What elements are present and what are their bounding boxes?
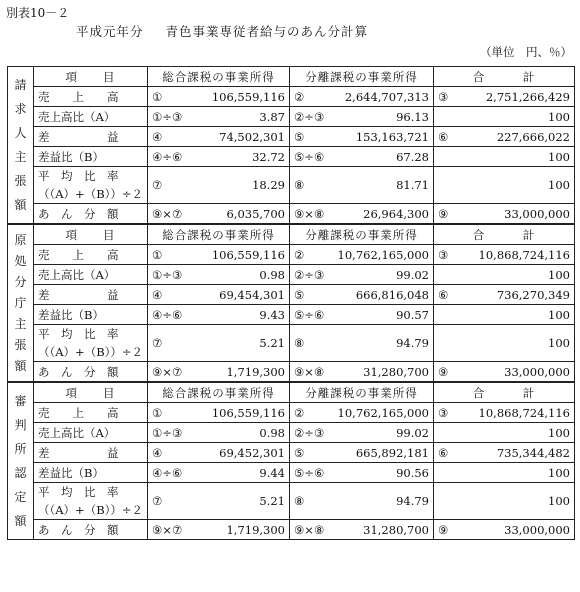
formula-mark: ③ xyxy=(438,89,449,104)
cell-value: 1,719,300 xyxy=(226,364,285,379)
formula-mark: ⑥ xyxy=(438,129,449,144)
cell-value: 100 xyxy=(548,178,570,192)
cell-value: 74,502,301 xyxy=(219,129,285,144)
header-col1: 総合課税の事業所得 xyxy=(148,382,290,403)
formula-mark: ② xyxy=(294,405,305,420)
table-row-allocation xyxy=(8,204,575,225)
header-item: 項 目 xyxy=(34,67,148,87)
row-label: 差 益 xyxy=(34,285,148,305)
value-cell xyxy=(434,483,575,520)
value-cell xyxy=(148,423,290,443)
formula-mark: ②÷③ xyxy=(294,425,325,440)
formula-mark: ② xyxy=(294,247,305,262)
cell-value: 90.57 xyxy=(396,307,429,322)
row-label-line: 平 均 比 率 xyxy=(38,327,119,341)
cell-value: 666,816,048 xyxy=(355,287,429,302)
cell-value: 69,452,301 xyxy=(219,445,285,460)
table-row-profit xyxy=(8,285,575,305)
document-label: 別表10－２ xyxy=(6,6,70,20)
section-side-label xyxy=(8,67,34,225)
value-cell xyxy=(434,325,575,362)
value-cell xyxy=(290,305,434,325)
formula-mark: ⑤ xyxy=(294,129,305,144)
formula-mark: ① xyxy=(152,89,163,104)
row-label: 売 上 高 xyxy=(34,403,148,423)
cell-value: 0.98 xyxy=(259,425,285,440)
row-label-line: 平 均 比 率 xyxy=(38,485,119,499)
cell-value: 5.21 xyxy=(259,494,285,508)
row-label: あ ん 分 額 xyxy=(34,204,148,225)
value-cell xyxy=(290,127,434,147)
formula-mark: ⑨×⑧ xyxy=(294,206,325,221)
formula-mark: ⑧ xyxy=(294,494,305,508)
side-char: 人 xyxy=(14,126,27,140)
value-cell xyxy=(434,285,575,305)
header-col2: 分離課税の事業所得 xyxy=(290,67,434,87)
side-char: 額 xyxy=(14,198,27,212)
cell-value: 33,000,000 xyxy=(504,522,570,537)
side-char: 審 xyxy=(14,394,27,408)
formula-mark: ⑤÷⑥ xyxy=(294,307,325,322)
header-item: 項 目 xyxy=(34,224,148,245)
cell-value: 100 xyxy=(548,336,570,350)
cell-value: 31,280,700 xyxy=(363,522,429,537)
value-cell xyxy=(290,443,434,463)
value-cell xyxy=(290,483,434,520)
table-row-avg_ratio xyxy=(8,325,575,362)
row-label xyxy=(34,325,148,362)
formula-mark: ④ xyxy=(152,287,163,302)
formula-mark: ① xyxy=(152,247,163,262)
cell-value: 99.02 xyxy=(396,267,429,282)
value-cell xyxy=(148,107,290,127)
value-cell xyxy=(290,107,434,127)
row-label-line: （（A）+（B））÷２ xyxy=(38,503,144,517)
cell-value: 1,719,300 xyxy=(226,522,285,537)
value-cell xyxy=(148,285,290,305)
cell-value: 94.79 xyxy=(396,494,429,508)
row-label: 売上高比（A） xyxy=(34,265,148,285)
formula-mark: ⑧ xyxy=(294,178,305,192)
side-char: 額 xyxy=(14,514,27,528)
formula-mark: ①÷③ xyxy=(152,267,183,282)
value-cell xyxy=(148,265,290,285)
allocation-table xyxy=(7,66,575,540)
row-label: 売上高比（A） xyxy=(34,423,148,443)
value-cell xyxy=(434,147,575,167)
side-char: 判 xyxy=(14,418,27,432)
cell-value: 69,454,301 xyxy=(219,287,285,302)
table-row-sales xyxy=(8,403,575,423)
table-row-profit xyxy=(8,127,575,147)
table-row-avg_ratio xyxy=(8,483,575,520)
value-cell xyxy=(148,147,290,167)
row-label-line: （（A）+（B））÷２ xyxy=(38,345,144,359)
cell-value: 106,559,116 xyxy=(211,247,285,262)
formula-mark: ⑨×⑦ xyxy=(152,364,183,379)
side-char: 原 xyxy=(14,232,27,247)
value-cell xyxy=(148,403,290,423)
cell-value: 227,666,022 xyxy=(496,129,570,144)
formula-mark: ⑨ xyxy=(438,206,449,221)
header-col2: 分離課税の事業所得 xyxy=(290,224,434,245)
cell-value: 10,868,724,116 xyxy=(478,247,570,262)
value-cell xyxy=(148,204,290,225)
cell-value: 18.29 xyxy=(252,178,285,192)
value-cell xyxy=(290,403,434,423)
cell-value: 10,868,724,116 xyxy=(478,405,570,420)
value-cell xyxy=(290,147,434,167)
side-char: 主 xyxy=(14,150,27,164)
cell-value: 153,163,721 xyxy=(355,129,429,144)
cell-value: 100 xyxy=(548,149,570,164)
row-label xyxy=(34,483,148,520)
cell-value: 0.98 xyxy=(259,267,285,282)
value-cell xyxy=(434,245,575,265)
row-label: 売 上 高 xyxy=(34,87,148,107)
value-cell xyxy=(434,443,575,463)
cell-value: 33,000,000 xyxy=(504,206,570,221)
value-cell xyxy=(434,204,575,225)
table-row-sales_ratio xyxy=(8,423,575,443)
value-cell xyxy=(290,362,434,383)
section-header-row xyxy=(8,224,575,245)
value-cell xyxy=(290,87,434,107)
header-col3: 合 計 xyxy=(434,67,575,87)
formula-mark: ④ xyxy=(152,129,163,144)
value-cell xyxy=(148,245,290,265)
row-label xyxy=(34,167,148,204)
section-header-row xyxy=(8,382,575,403)
value-cell xyxy=(434,423,575,443)
formula-mark: ⑨×⑦ xyxy=(152,206,183,221)
header-item: 項 目 xyxy=(34,382,148,403)
cell-value: 90.56 xyxy=(396,465,429,480)
cell-value: 735,344,482 xyxy=(496,445,570,460)
formula-mark: ⑤ xyxy=(294,287,305,302)
side-char: 額 xyxy=(14,358,27,373)
formula-mark: ⑨×⑦ xyxy=(152,522,183,537)
table-row-profit_ratio xyxy=(8,463,575,483)
cell-value: 100 xyxy=(548,425,570,440)
formula-mark: ⑤ xyxy=(294,445,305,460)
formula-mark: ④÷⑥ xyxy=(152,149,183,164)
row-label: 差益比（B） xyxy=(34,463,148,483)
cell-value: 100 xyxy=(548,109,570,124)
value-cell xyxy=(290,265,434,285)
formula-mark: ⑥ xyxy=(438,445,449,460)
formula-mark: ①÷③ xyxy=(152,425,183,440)
document-title xyxy=(76,22,390,40)
side-char: 主 xyxy=(14,316,27,331)
value-cell xyxy=(148,167,290,204)
table-row-sales xyxy=(8,245,575,265)
header-col2: 分離課税の事業所得 xyxy=(290,382,434,403)
cell-value: 9.43 xyxy=(259,307,285,322)
value-cell xyxy=(434,362,575,383)
cell-value: 2,644,707,313 xyxy=(344,89,429,104)
cell-value: 33,000,000 xyxy=(504,364,570,379)
formula-mark: ⑧ xyxy=(294,336,305,350)
row-label: 差益比（B） xyxy=(34,305,148,325)
side-char: 分 xyxy=(14,274,27,289)
formula-mark: ② xyxy=(294,89,305,104)
header-col3: 合 計 xyxy=(434,224,575,245)
value-cell xyxy=(434,107,575,127)
value-cell xyxy=(434,127,575,147)
formula-mark: ⑨×⑧ xyxy=(294,522,325,537)
formula-mark: ⑤÷⑥ xyxy=(294,465,325,480)
value-cell xyxy=(290,423,434,443)
formula-mark: ⑨×⑧ xyxy=(294,364,325,379)
side-char: 張 xyxy=(14,337,27,352)
row-label: 売 上 高 xyxy=(34,245,148,265)
header-col3: 合 計 xyxy=(434,382,575,403)
value-cell xyxy=(434,463,575,483)
cell-value: 106,559,116 xyxy=(211,405,285,420)
unit-note: （単位 円、％） xyxy=(480,45,572,59)
cell-value: 5.21 xyxy=(259,336,285,350)
value-cell xyxy=(148,87,290,107)
table-row-allocation xyxy=(8,520,575,540)
value-cell xyxy=(290,285,434,305)
value-cell xyxy=(434,403,575,423)
row-label: 売上高比（A） xyxy=(34,107,148,127)
value-cell xyxy=(290,204,434,225)
cell-value: 736,270,349 xyxy=(496,287,570,302)
title-year: 平成元年分 xyxy=(76,24,144,39)
formula-mark: ⑥ xyxy=(438,287,449,302)
formula-mark: ④ xyxy=(152,445,163,460)
formula-mark: ④÷⑥ xyxy=(152,307,183,322)
cell-value: 94.79 xyxy=(396,336,429,350)
formula-mark: ⑦ xyxy=(152,178,163,192)
section-side-label xyxy=(8,382,34,540)
value-cell xyxy=(148,463,290,483)
value-cell xyxy=(148,362,290,383)
table-row-sales_ratio xyxy=(8,107,575,127)
row-label-line: （（A）+（B））÷２ xyxy=(38,187,144,201)
section-header-row xyxy=(8,67,575,87)
cell-value: 96.13 xyxy=(396,109,429,124)
cell-value: 2,751,266,429 xyxy=(485,89,570,104)
value-cell xyxy=(148,325,290,362)
table-row-avg_ratio xyxy=(8,167,575,204)
formula-mark: ⑨ xyxy=(438,364,449,379)
formula-mark: ③ xyxy=(438,405,449,420)
table-row-profit xyxy=(8,443,575,463)
formula-mark: ④÷⑥ xyxy=(152,465,183,480)
cell-value: 100 xyxy=(548,307,570,322)
value-cell xyxy=(290,463,434,483)
cell-value: 31,280,700 xyxy=(363,364,429,379)
cell-value: 100 xyxy=(548,494,570,508)
table-row-profit_ratio xyxy=(8,305,575,325)
formula-mark: ⑦ xyxy=(152,336,163,350)
cell-value: 10,762,165,000 xyxy=(337,247,429,262)
side-char: 張 xyxy=(14,174,27,188)
formula-mark: ③ xyxy=(438,247,449,262)
cell-value: 665,892,181 xyxy=(355,445,429,460)
value-cell xyxy=(148,443,290,463)
cell-value: 67.28 xyxy=(396,149,429,164)
table-row-allocation xyxy=(8,362,575,383)
cell-value: 9.44 xyxy=(259,465,285,480)
header-col1: 総合課税の事業所得 xyxy=(148,67,290,87)
title-subject: 青色事業専従者給与のあん分計算 xyxy=(165,24,369,39)
cell-value: 6,035,700 xyxy=(226,206,285,221)
value-cell xyxy=(148,305,290,325)
row-label: あ ん 分 額 xyxy=(34,520,148,540)
value-cell xyxy=(148,483,290,520)
row-label: 差 益 xyxy=(34,443,148,463)
cell-value: 81.71 xyxy=(396,178,429,192)
cell-value: 100 xyxy=(548,465,570,480)
value-cell xyxy=(290,520,434,540)
table-row-profit_ratio xyxy=(8,147,575,167)
side-char: 認 xyxy=(14,466,27,480)
table-row-sales_ratio xyxy=(8,265,575,285)
row-label: 差 益 xyxy=(34,127,148,147)
value-cell xyxy=(148,520,290,540)
cell-value: 26,964,300 xyxy=(363,206,429,221)
formula-mark: ②÷③ xyxy=(294,267,325,282)
formula-mark: ① xyxy=(152,405,163,420)
formula-mark: ⑨ xyxy=(438,522,449,537)
value-cell xyxy=(290,325,434,362)
formula-mark: ②÷③ xyxy=(294,109,325,124)
table-row-sales xyxy=(8,87,575,107)
formula-mark: ⑤÷⑥ xyxy=(294,149,325,164)
value-cell xyxy=(434,305,575,325)
side-char: 所 xyxy=(14,442,27,456)
value-cell xyxy=(148,127,290,147)
cell-value: 3.87 xyxy=(259,109,285,124)
cell-value: 106,559,116 xyxy=(211,89,285,104)
side-char: 請 xyxy=(14,78,27,92)
cell-value: 32.72 xyxy=(252,149,285,164)
value-cell xyxy=(434,87,575,107)
row-label-line: 平 均 比 率 xyxy=(38,169,119,183)
cell-value: 99.02 xyxy=(396,425,429,440)
side-char: 庁 xyxy=(14,295,27,310)
value-cell xyxy=(434,167,575,204)
side-char: 定 xyxy=(14,490,27,504)
row-label: あ ん 分 額 xyxy=(34,362,148,383)
formula-mark: ⑦ xyxy=(152,494,163,508)
side-char: 処 xyxy=(14,253,27,268)
value-cell xyxy=(290,245,434,265)
side-char: 求 xyxy=(14,102,27,116)
section-side-label xyxy=(8,224,34,382)
value-cell xyxy=(434,520,575,540)
value-cell xyxy=(434,265,575,285)
cell-value: 100 xyxy=(548,267,570,282)
value-cell xyxy=(290,167,434,204)
header-col1: 総合課税の事業所得 xyxy=(148,224,290,245)
row-label: 差益比（B） xyxy=(34,147,148,167)
cell-value: 10,762,165,000 xyxy=(337,405,429,420)
formula-mark: ①÷③ xyxy=(152,109,183,124)
